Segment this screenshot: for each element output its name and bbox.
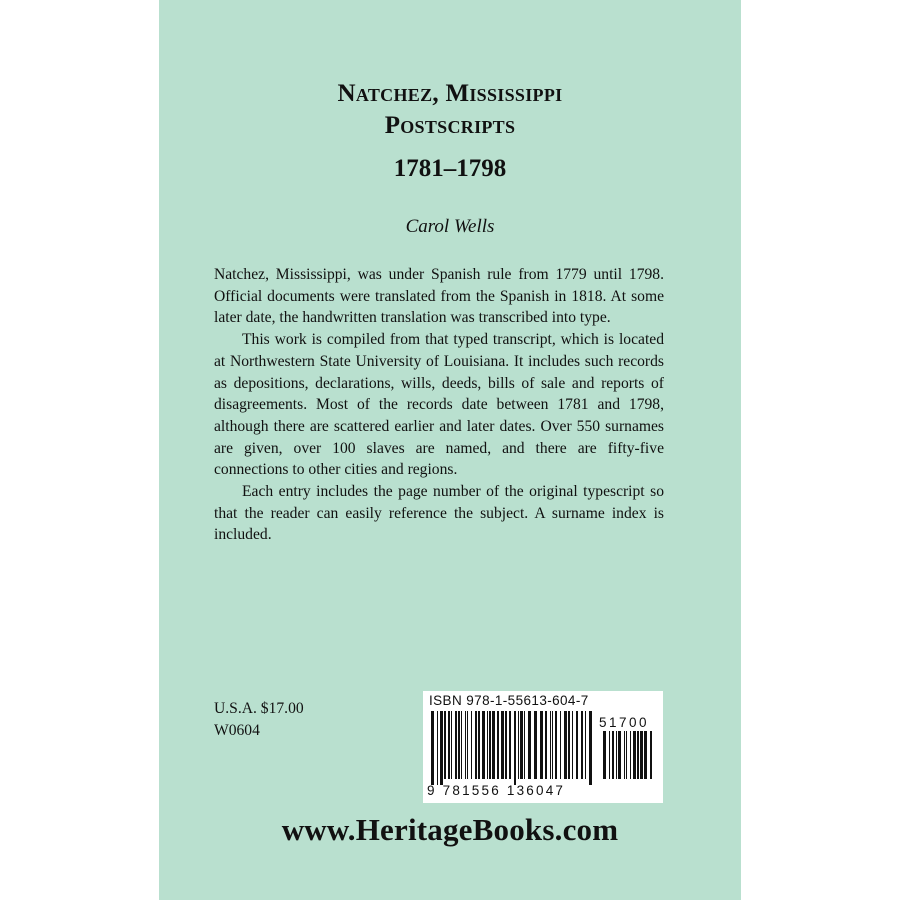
barcode-bar bbox=[640, 731, 643, 779]
barcode-bar bbox=[451, 711, 452, 779]
barcode-bar bbox=[478, 711, 480, 779]
barcode-bar bbox=[520, 711, 523, 779]
barcode-bar bbox=[461, 711, 462, 779]
author-name: Carol Wells bbox=[405, 216, 495, 237]
barcode-bar bbox=[534, 711, 537, 779]
barcode-bar bbox=[514, 711, 516, 785]
barcode-bar bbox=[585, 711, 586, 779]
barcode-bar bbox=[455, 711, 457, 779]
description-paragraph-3: Each entry includes the page number of the original typescript so that the reader can easily reference the subject. A surname index is included. bbox=[214, 483, 664, 544]
back-cover bbox=[159, 0, 741, 900]
barcode-bar bbox=[540, 711, 543, 779]
barcode-bar bbox=[501, 711, 504, 779]
barcode-bar bbox=[626, 731, 627, 779]
barcode-bar bbox=[475, 711, 477, 779]
barcode-bar bbox=[552, 711, 553, 779]
barcode-price-code: 51700 bbox=[599, 715, 650, 730]
barcode-bar bbox=[440, 711, 443, 785]
website-url: www.HeritageBooks.com bbox=[281, 812, 619, 847]
barcode-bar bbox=[637, 731, 639, 779]
price-block bbox=[214, 698, 304, 741]
barcode-bar bbox=[518, 711, 519, 779]
description-paragraph-1: Natchez, Mississippi, was under Spanish rule from 1779 until 1798. Official documents were translated from the Spanish in 1818. At some later date, the handwritten translation was transcribed into type. bbox=[214, 266, 664, 327]
barcode-bar bbox=[545, 711, 547, 779]
barcode-bar bbox=[458, 711, 460, 779]
barcode-bar bbox=[616, 731, 617, 779]
barcode-bar bbox=[555, 711, 557, 779]
price-label: U.S.A. $17.00 bbox=[214, 700, 304, 717]
barcode-bar bbox=[630, 731, 631, 779]
barcode-bar bbox=[497, 711, 499, 779]
barcode-bar bbox=[564, 711, 567, 779]
title-line-2: Postscripts bbox=[384, 112, 516, 139]
barcode-addon-bars bbox=[603, 731, 655, 785]
barcode-bar bbox=[431, 711, 434, 785]
barcode-bar bbox=[568, 711, 570, 779]
barcode-bar bbox=[550, 711, 551, 779]
barcode-bar bbox=[505, 711, 507, 779]
barcode-bar bbox=[492, 711, 495, 779]
barcode-bar bbox=[448, 711, 450, 779]
barcode-bar bbox=[471, 711, 472, 779]
barcode-bar bbox=[603, 731, 606, 779]
barcode-bar bbox=[618, 731, 621, 779]
barcode-bar bbox=[589, 711, 592, 785]
barcode-bar bbox=[633, 731, 636, 779]
barcode-bar bbox=[581, 711, 583, 779]
title-years: 1781–1798 bbox=[393, 155, 507, 182]
barcode-bar bbox=[609, 731, 610, 779]
barcode-bar bbox=[572, 711, 573, 779]
barcode-bar bbox=[612, 731, 614, 779]
barcode-bar bbox=[650, 731, 652, 779]
item-code: W0604 bbox=[214, 721, 260, 739]
barcode-bar bbox=[509, 711, 511, 779]
barcode-bar bbox=[560, 711, 561, 779]
isbn-label: ISBN 978-1-55613-604-7 bbox=[429, 693, 589, 708]
barcode-bar bbox=[482, 711, 485, 779]
barcode-bar bbox=[489, 711, 491, 779]
barcode-main-bars bbox=[431, 711, 596, 785]
barcode-bar bbox=[465, 711, 466, 779]
barcode-bar bbox=[524, 711, 525, 779]
barcode-bar bbox=[437, 711, 438, 785]
barcode-bar bbox=[467, 711, 468, 779]
barcode-bar bbox=[644, 731, 647, 779]
barcode-bar bbox=[624, 731, 625, 779]
title-line-1: Natchez, Mississippi bbox=[337, 80, 563, 107]
barcode-bar bbox=[576, 711, 578, 779]
isbn-barcode bbox=[423, 691, 663, 803]
description bbox=[214, 264, 664, 546]
description-paragraph-2: This work is compiled from that typed transcript, which is located at Northwestern State University of Louisiana. It includes such records as depositions, declarations, wills, deeds, bills of sale and reports of disagreements. Most of the records date between 1781 and 1798, although there are scattered earlier and later dates. Over 550 surnames are given, over 100 slaves are named, and there are fifty-five connections to other cities and regions. bbox=[214, 331, 664, 479]
barcode-bar bbox=[487, 711, 488, 779]
barcode-bar bbox=[444, 711, 446, 779]
barcode-bar bbox=[528, 711, 531, 779]
barcode-digits: 9 781556 136047 bbox=[427, 783, 566, 798]
